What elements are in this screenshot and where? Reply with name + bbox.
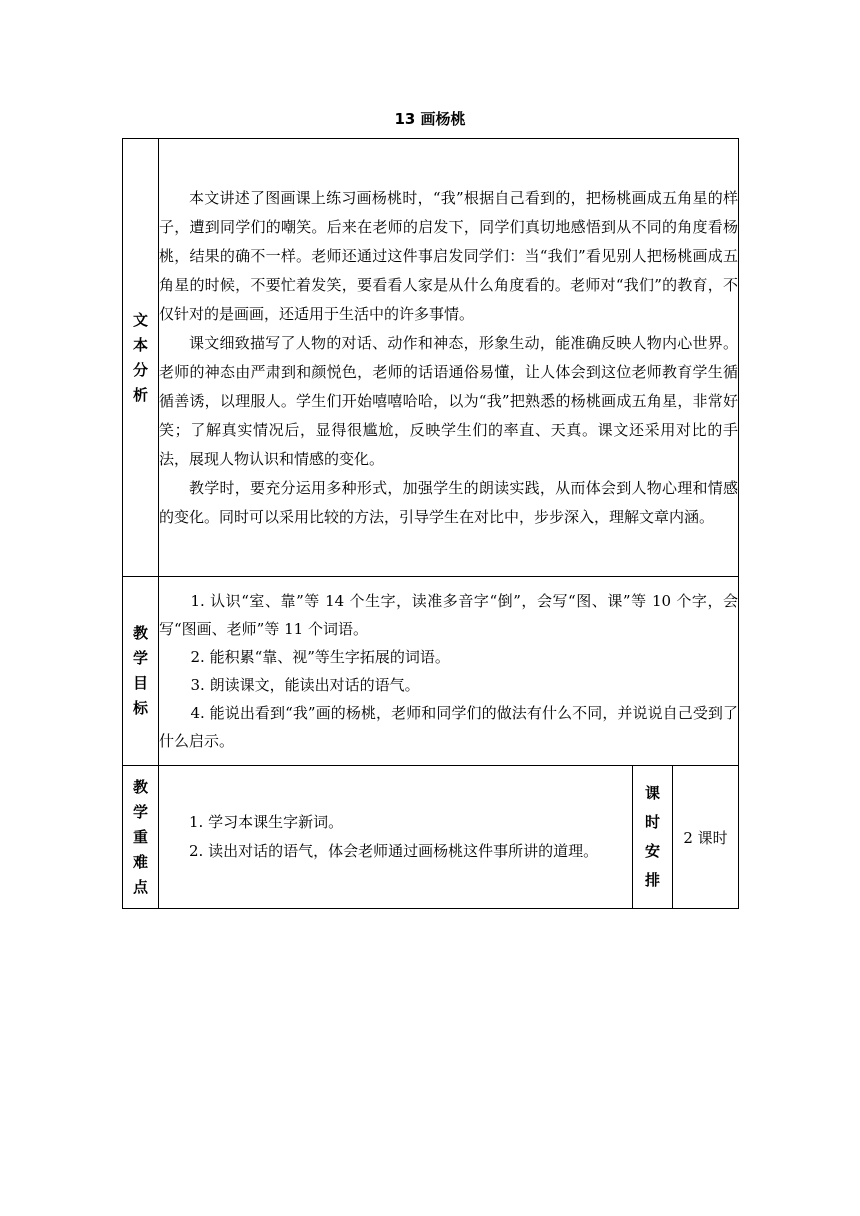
analysis-paragraph: 教学时，要充分运用多种形式，加强学生的朗读实践，从而体会到人物心理和情感的变化。同时可以采用比较的方法，引导学生在对比中，步步深入，理解文章内涵。 <box>159 478 739 526</box>
goals-row <box>123 577 739 766</box>
key-points-row <box>123 766 739 909</box>
analysis-paragraph: 本文讲述了图画课上练习画杨桃时，“我”根据自己看到的，把杨桃画成五角星的样子，遭到同学们的嘲笑。后来在老师的启发下，同学们真切地感悟到从不同的角度看杨桃，结果的确不一样。老师还通过这件事启发同学们：当“我们”看见别人把杨桃画成五角星的时候，不要忙着发笑，要看看人家是从什么角度看的。老师对“我们”的教育，不仅针对的是画画，还适用于生活中的许多事情。 <box>159 188 739 323</box>
analysis-label: 文本分析 <box>132 310 148 404</box>
key-point-item: 1. 学习本课生字新词。 <box>189 813 344 831</box>
goals-label: 教学目标 <box>132 624 148 717</box>
schedule-value-cell <box>673 766 739 909</box>
analysis-paragraph: 课文细致描写了人物的对话、动作和神态，形象生动，能准确反映人物内心世界。老师的神态由严肃到和颜悦色，老师的话语通俗易懂，让人体会到这位老师教育学生循循善诱，以理服人。学生们开始嘻嘻哈哈，以为“我”把熟悉的杨桃画成五角星，非常好笑；了解真实情况后，显得很尴尬，反映学生们的率直、天真。课文还采用对比的手法，展现人物认识和情感的变化。 <box>159 333 739 468</box>
goal-item: 4. 能说出看到“我”画的杨桃，老师和同学们的做法有什么不同，并说说自己受到了什么启示。 <box>159 704 739 750</box>
schedule-value: 2 课时 <box>683 828 728 847</box>
schedule-label: 课时安排 <box>644 784 660 889</box>
key-point-item: 2. 读出对话的语气，体会老师通过画杨桃这件事所讲的道理。 <box>189 842 599 860</box>
schedule-label-cell <box>633 766 673 909</box>
key-points-content <box>159 766 633 909</box>
goals-label-cell <box>123 577 159 766</box>
analysis-label-cell <box>123 139 159 577</box>
goal-item: 1. 认识“室、靠”等 14 个生字，读准多音字“倒”，会写“图、课”等 10 个字，会写“图画、老师”等 11 个词语。 <box>159 592 739 638</box>
goals-content <box>159 577 739 766</box>
analysis-row <box>123 139 739 577</box>
goal-item: 2. 能积累“靠、视”等生字拓展的词语。 <box>190 648 450 666</box>
analysis-content <box>159 139 739 577</box>
lesson-plan-table <box>122 138 739 909</box>
page-title: 13 画杨桃 <box>394 110 466 128</box>
goal-item: 3. 朗读课文，能读出对话的语气。 <box>190 676 420 694</box>
key-points-label: 教学重难点 <box>132 777 148 896</box>
key-points-label-cell <box>123 766 159 909</box>
